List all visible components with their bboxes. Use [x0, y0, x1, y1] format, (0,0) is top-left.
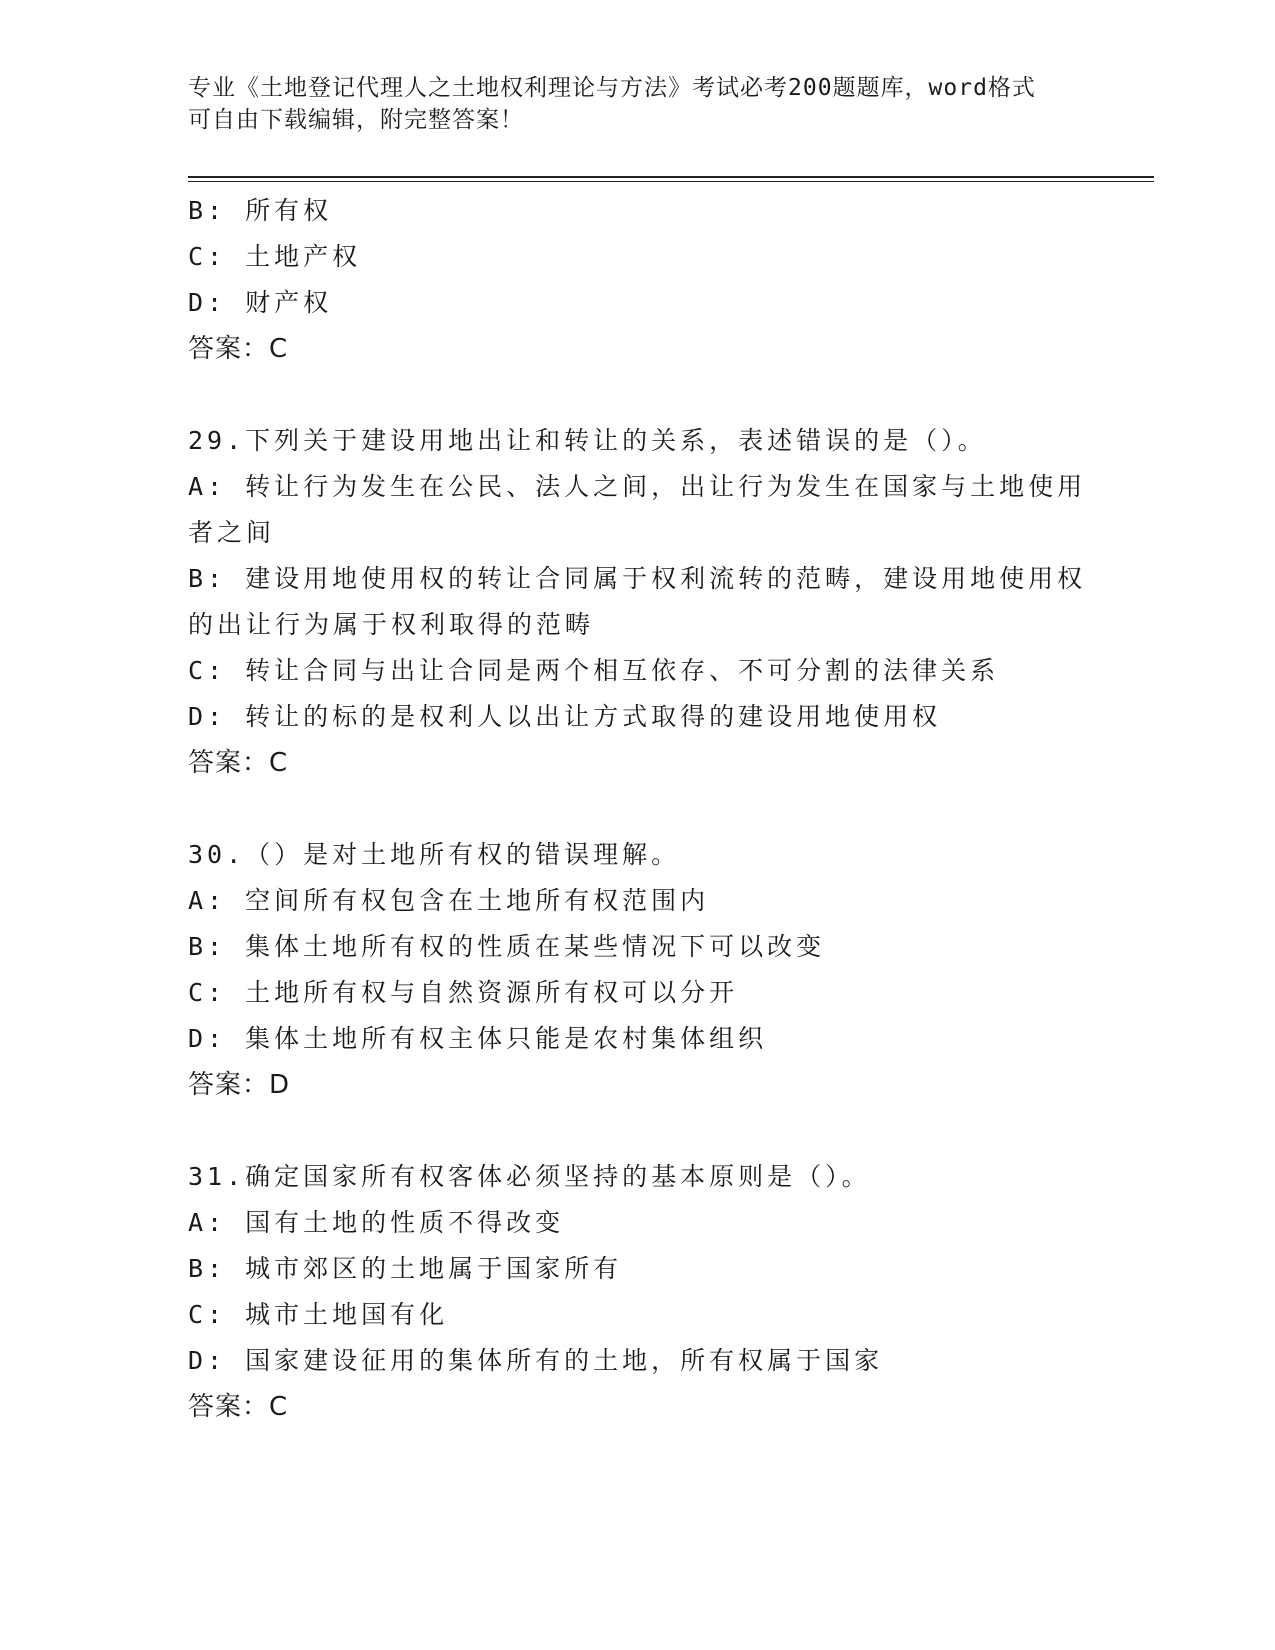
- option-b: B: 所有权: [188, 196, 333, 225]
- answer: 答案：D: [188, 1070, 291, 1100]
- option-d: D: 集体土地所有权主体只能是农村集体组织: [188, 1024, 768, 1053]
- question-30: [188, 832, 1088, 1108]
- question-stem: 30.（）是对土地所有权的错误理解。: [188, 840, 681, 869]
- spacer: [188, 372, 1088, 418]
- spacer: [188, 1108, 1088, 1154]
- question-29: [188, 418, 1088, 786]
- header-line-2: 可自由下载编辑，附完整答案！: [188, 107, 524, 133]
- option-c: C: 土地产权: [188, 242, 362, 271]
- header-rule-thick: [188, 176, 1154, 178]
- option-c: C: 土地所有权与自然资源所有权可以分开: [188, 978, 739, 1007]
- page-header: [188, 72, 1068, 136]
- question-31: [188, 1154, 1088, 1430]
- answer: 答案：C: [188, 334, 289, 364]
- question-stem: 31.确定国家所有权客体必须坚持的基本原则是（）。: [188, 1162, 871, 1191]
- option-d: D: 财产权: [188, 288, 333, 317]
- answer: 答案：C: [188, 1392, 289, 1422]
- option-b: B: 集体土地所有权的性质在某些情况下可以改变: [188, 932, 826, 961]
- option-b: B: 城市郊区的土地属于国家所有: [188, 1254, 623, 1283]
- header-rule-thin: [188, 181, 1154, 182]
- option-a: A: 国有土地的性质不得改变: [188, 1208, 565, 1237]
- question-28-continuation: [188, 188, 1088, 372]
- option-c: C: 城市土地国有化: [188, 1300, 449, 1329]
- header-line-1: 专业《土地登记代理人之土地权利理论与方法》考试必考200题题库，word格式: [188, 75, 1036, 101]
- option-a: A: 转让行为发生在公民、法人之间，出让行为发生在国家与土地使用者之间: [188, 472, 1087, 547]
- answer: 答案：C: [188, 748, 289, 778]
- option-d: D: 转让的标的是权利人以出让方式取得的建设用地使用权: [188, 702, 942, 731]
- question-stem: 29.下列关于建设用地出让和转让的关系，表述错误的是（）。: [188, 426, 987, 455]
- option-d: D: 国家建设征用的集体所有的土地，所有权属于国家: [188, 1346, 884, 1375]
- option-a: A: 空间所有权包含在土地所有权范围内: [188, 886, 710, 915]
- option-c: C: 转让合同与出让合同是两个相互依存、不可分割的法律关系: [188, 656, 1000, 685]
- document-body: [188, 188, 1088, 1430]
- option-b: B: 建设用地使用权的转让合同属于权利流转的范畴，建设用地使用权的出让行为属于权利取得的范畴: [188, 564, 1087, 639]
- spacer: [188, 786, 1088, 832]
